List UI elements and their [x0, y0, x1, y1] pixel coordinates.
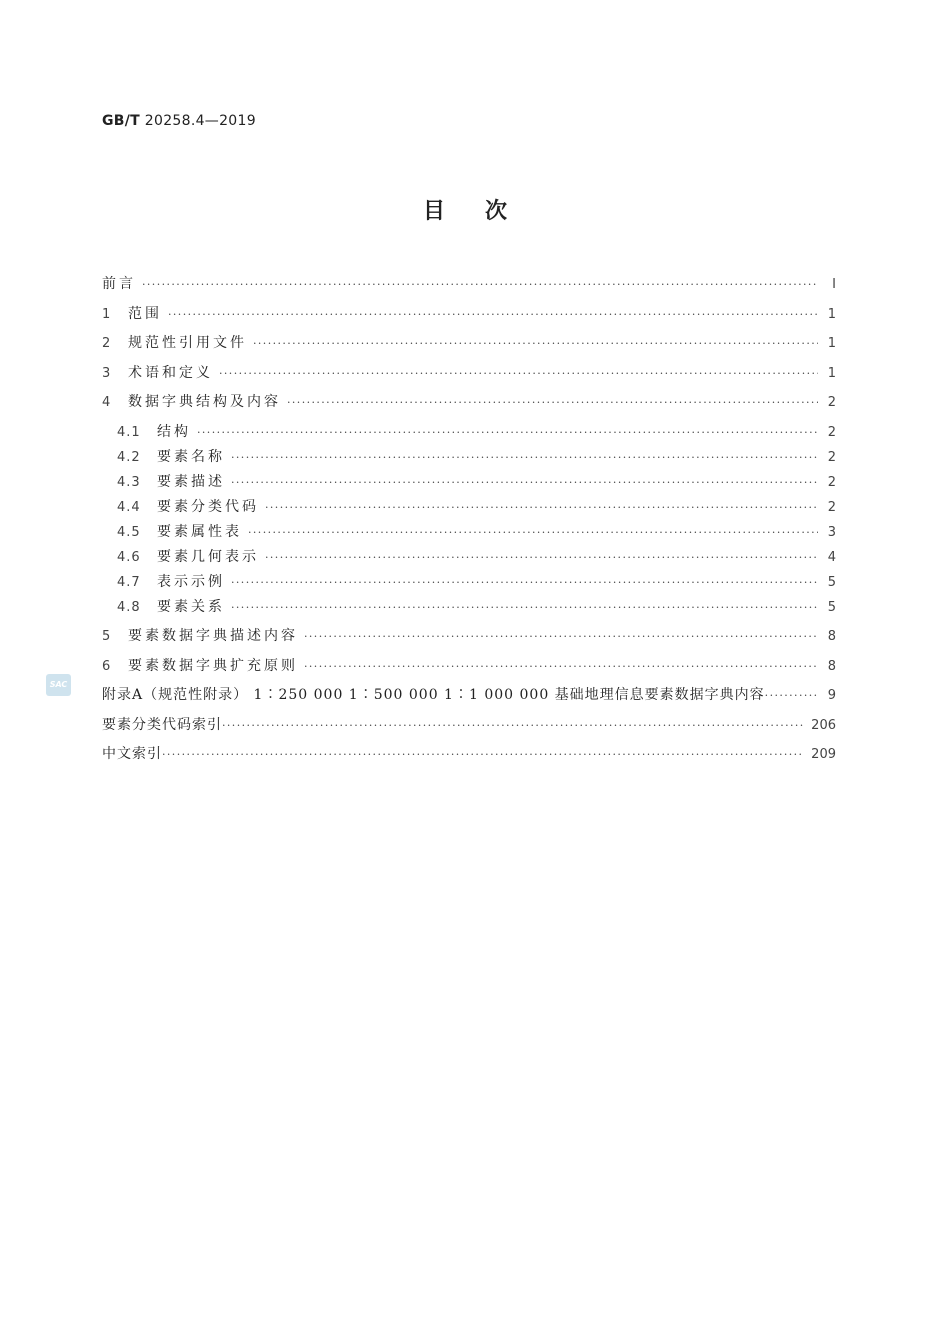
toc-entry-number: 4.5 [117, 524, 141, 540]
toc-entry-page: 4 [827, 549, 836, 565]
toc-entry-4-7[interactable] [102, 572, 836, 592]
toc-entry-chinese-index[interactable] [102, 744, 836, 764]
toc-entry-foreword[interactable] [102, 274, 836, 294]
toc-entry-page: 2 [827, 449, 836, 465]
toc-entry-page: 1 [827, 336, 836, 351]
toc-entry-label: 要素几何表示 [157, 548, 259, 565]
toc-leader-dots [231, 473, 818, 493]
toc-entry-6[interactable] [102, 656, 836, 676]
toc-entry-label: 范围 [128, 305, 162, 322]
toc-leader-dots [248, 523, 818, 543]
toc-entry-page: 1 [827, 365, 836, 381]
toc-entry-label: 要素名称 [157, 448, 225, 465]
toc-leader-dots [287, 393, 818, 413]
toc-entry-label: 要素分类代码 [157, 498, 259, 515]
toc-leader-dots [222, 716, 803, 736]
toc-leader-dots [265, 498, 818, 518]
toc-leader-dots [231, 598, 818, 618]
toc-entry-page: 2 [827, 474, 836, 490]
toc-entry-number: 1 [102, 306, 112, 322]
toc-entry-number: 4.8 [117, 599, 141, 615]
toc-leader-dots [231, 448, 818, 468]
toc-entry-label: 要素关系 [157, 598, 225, 615]
standard-number [102, 113, 256, 129]
toc-entry-label: 表示示例 [157, 573, 225, 590]
toc-entry-4-4[interactable] [102, 497, 836, 517]
toc-entry-label: 要素数据字典扩充原则 [128, 657, 298, 674]
toc-entry-3[interactable] [102, 363, 836, 383]
toc-entry-1[interactable] [102, 304, 836, 324]
toc-entry-page: 3 [827, 524, 836, 540]
toc-entry-number: 3 [102, 365, 112, 381]
toc-leader-dots [142, 275, 818, 295]
toc-entry-number: 4.2 [117, 449, 141, 465]
toc-leader-dots [162, 745, 803, 765]
toc-entry-4-8[interactable] [102, 597, 836, 617]
toc-entry-number: 5 [102, 629, 112, 644]
toc-entry-page: 8 [827, 629, 836, 644]
toc-leader-dots [304, 657, 818, 677]
toc-entry-page: 8 [827, 658, 836, 674]
toc-entry-number: 2 [102, 336, 112, 351]
toc-entry-label: 前言 [102, 276, 136, 292]
toc-leader-dots [304, 627, 818, 647]
toc-entry-page: 9 [827, 688, 836, 703]
toc-leader-dots [219, 364, 818, 384]
toc-entry-number: 4.7 [117, 574, 141, 590]
toc-entry-label: 数据字典结构及内容 [128, 394, 281, 410]
toc-entry-page: 1 [827, 306, 836, 322]
standard-code: GB/T [102, 113, 141, 129]
toc-entry-4-5[interactable] [102, 522, 836, 542]
toc-entry-number: 4.4 [117, 499, 141, 515]
toc-entry-label: 要素数据字典描述内容 [128, 628, 298, 644]
toc-entry-page: 2 [827, 395, 836, 410]
toc-entry-number: 4.1 [117, 424, 141, 440]
toc-entry-number: 6 [102, 658, 112, 674]
toc-entry-page: 5 [827, 574, 836, 590]
toc-entry-4-3[interactable] [102, 472, 836, 492]
toc-entry-label: 术语和定义 [128, 364, 213, 381]
toc-entry-number: 4 [102, 395, 112, 410]
page-title: 目次 [422, 199, 547, 224]
toc-leader-dots [197, 423, 818, 443]
toc-entry-label: 要素描述 [157, 473, 225, 490]
toc-leader-dots [231, 573, 818, 593]
toc-entry-page: Ⅰ [832, 277, 836, 292]
toc-entry-page: 2 [827, 499, 836, 515]
table-of-contents [102, 274, 836, 774]
toc-leader-dots [168, 305, 818, 325]
standard-serial: 20258.4—2019 [144, 113, 256, 129]
toc-entry-label: 结构 [157, 423, 191, 440]
toc-entry-page: 2 [827, 424, 836, 440]
toc-entry-4-2[interactable] [102, 447, 836, 467]
toc-entry-code-index[interactable] [102, 715, 836, 735]
toc-entry-label: 要素分类代码索引 [102, 716, 222, 733]
toc-leader-dots [765, 686, 818, 706]
toc-entry-page: 209 [811, 747, 836, 762]
toc-entry-page: 206 [811, 717, 836, 733]
toc-entry-label: 要素属性表 [157, 523, 242, 540]
toc-entry-4-1[interactable] [102, 422, 836, 442]
toc-entry-number: 4.6 [117, 549, 141, 565]
toc-entry-4-6[interactable] [102, 547, 836, 567]
toc-entry-page: 5 [827, 599, 836, 615]
toc-entry-5[interactable] [102, 626, 836, 646]
sac-watermark-logo: SAC [46, 674, 71, 696]
toc-entry-label: 中文索引 [102, 746, 162, 762]
toc-entry-annex-a[interactable] [102, 685, 836, 705]
toc-leader-dots [253, 334, 818, 354]
toc-entry-label: 附录A（规范性附录） 1∶250 000 1∶500 000 1∶1 000 000 基础地理信息要素数据字典内容 [102, 687, 765, 703]
toc-entry-number: 4.3 [117, 474, 141, 490]
toc-entry-4[interactable] [102, 392, 836, 412]
toc-entry-2[interactable] [102, 333, 836, 353]
toc-leader-dots [265, 548, 818, 568]
toc-entry-label: 规范性引用文件 [128, 335, 247, 351]
